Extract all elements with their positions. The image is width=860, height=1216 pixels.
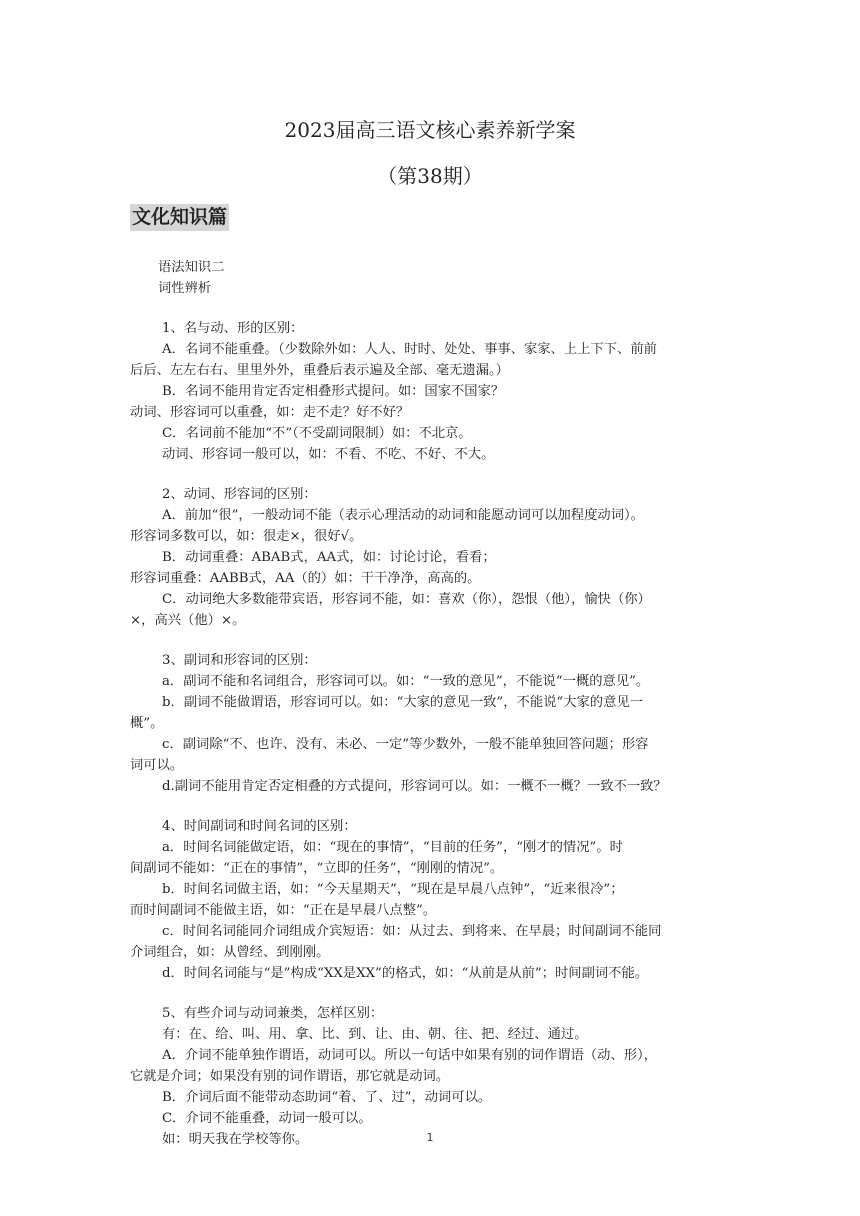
text-line: 介词组合，如：从曾经、到刚刚。 [130,945,330,960]
document-body [130,257,730,1150]
issue-number: （第38期） [377,164,483,188]
text-line: c．时间名词能同介词组成介宾短语：如：从过去、到将来、在早晨；时间副词不能同 [162,924,662,939]
text-line: 5、有些介词与动词兼类，怎样区别： [162,1006,384,1021]
rule-block [130,816,730,984]
text-line: 词可以。 [130,758,184,773]
text-line: A．名词不能重叠。（少数除外如：人人、时时、处处、事事、家家、上上下下、前前 [162,342,657,357]
rule-block [130,1003,730,1150]
text-line: 动词、形容词可以重叠，如：走不走？好不好？ [130,405,410,420]
text-line: ×，高兴（他）×。 [130,613,246,628]
block-spacer [130,465,730,484]
content-blocks [130,299,730,1150]
page-number: 1 [426,1131,434,1144]
section-heading: 文化知识篇 [130,204,229,231]
text-line: 它就是介词；如果没有别的词作谓语，那它就是动词。 [130,1069,450,1084]
block-spacer [130,631,730,650]
text-line: C．动词绝大多数能带宾语，形容词不能，如：喜欢（你），怨恨（他），愉快（你） [162,592,651,607]
text-line: 而时间副词不能做主语，如：“正在是早晨八点整”。 [130,903,437,918]
text-line: 后后、左左右右、里里外外，重叠后表示遍及全部、毫无遗漏。） [130,363,509,378]
text-line: 形容词重叠：AABB式，AA（的）如：干干净净，高高的。 [130,571,481,586]
text-line: 间副词不能如：“正在的事情”，“立即的任务”，“刚刚的情况”。 [130,861,504,876]
text-line: a．时间名词能做定语，如：“现在的事情”，“目前的任务”，“刚才的情况”。时 [162,840,623,855]
text-line: C．名词前不能加“不”（不受副词限制）如：不北京。 [162,426,472,441]
text-line: b．时间名词做主语，如：“今天星期天”，“现在是早晨八点钟”，“近来很冷”； [162,882,624,897]
text-line: B．名词不能用肯定否定相叠形式提问。如：国家不国家？ [162,384,505,399]
text-line: 3、副词和形容词的区别： [162,653,317,668]
text-line: 动词、形容词一般可以，如：不看、不吃、不好、不大。 [162,447,495,462]
text-line: d．时间名词能与“是”构成“XX是XX”的格式，如：“从前是从前”；时间副词不能。 [162,966,649,981]
text-line: C．介词不能重叠，动词一般可以。 [162,1111,372,1126]
text-line: A．前加“很”，一般动词不能（表示心理活动的动词和能愿动词可以加程度动词）。 [162,508,644,523]
rule-block [130,318,730,465]
block-spacer [130,984,730,1003]
block-spacer [130,299,730,318]
text-line: 有：在、给、叫、用、拿、比、到、让、由、朝、往、把、经过、通过。 [162,1027,588,1042]
text-line: c．副词除“不、也许、没有、未必、一定”等少数外，一般不能单独回答问题；形容 [162,737,649,752]
text-line: A．介词不能单独作谓语，动词可以。所以一句话中如果有别的词作谓语（动、形）， [162,1048,657,1063]
text-line: 形容词多数可以，如：很走×，很好√。 [130,529,363,544]
text-line: d.副词不能用肯定否定相叠的方式提问，形容词可以。如：一概不一概？一致不一致？ [162,779,667,794]
text-line: B．介词后面不能带动态助词“着、了、过”，动词可以。 [162,1090,492,1105]
text-line: 2、动词、形容词的区别： [162,487,317,502]
text-line: b．副词不能做谓语，形容词可以。如：“大家的意见一致”，不能说“大家的意见一 [162,695,643,710]
rule-block [130,484,730,631]
text-line: 1、名与动、形的区别： [162,321,304,336]
text-line: 如：明天我在学校等你。 [162,1132,309,1147]
intro-line: 词性辨析 [158,281,212,296]
text-line: a．副词不能和名词组合，形容词可以。如：“一致的意见”，不能说“一概的意见”。 [162,674,650,689]
block-spacer [130,797,730,816]
document-title: 2023届高三语文核心素养新学案 [284,118,576,142]
text-line: 概”。 [130,716,164,731]
intro-line: 语法知识二 [158,260,225,275]
rule-block [130,650,730,797]
text-line: B．动词重叠：ABAB式，AA式，如：讨论讨论，看看； [162,550,496,565]
text-line: 4、时间副词和时间名词的区别： [162,819,357,834]
